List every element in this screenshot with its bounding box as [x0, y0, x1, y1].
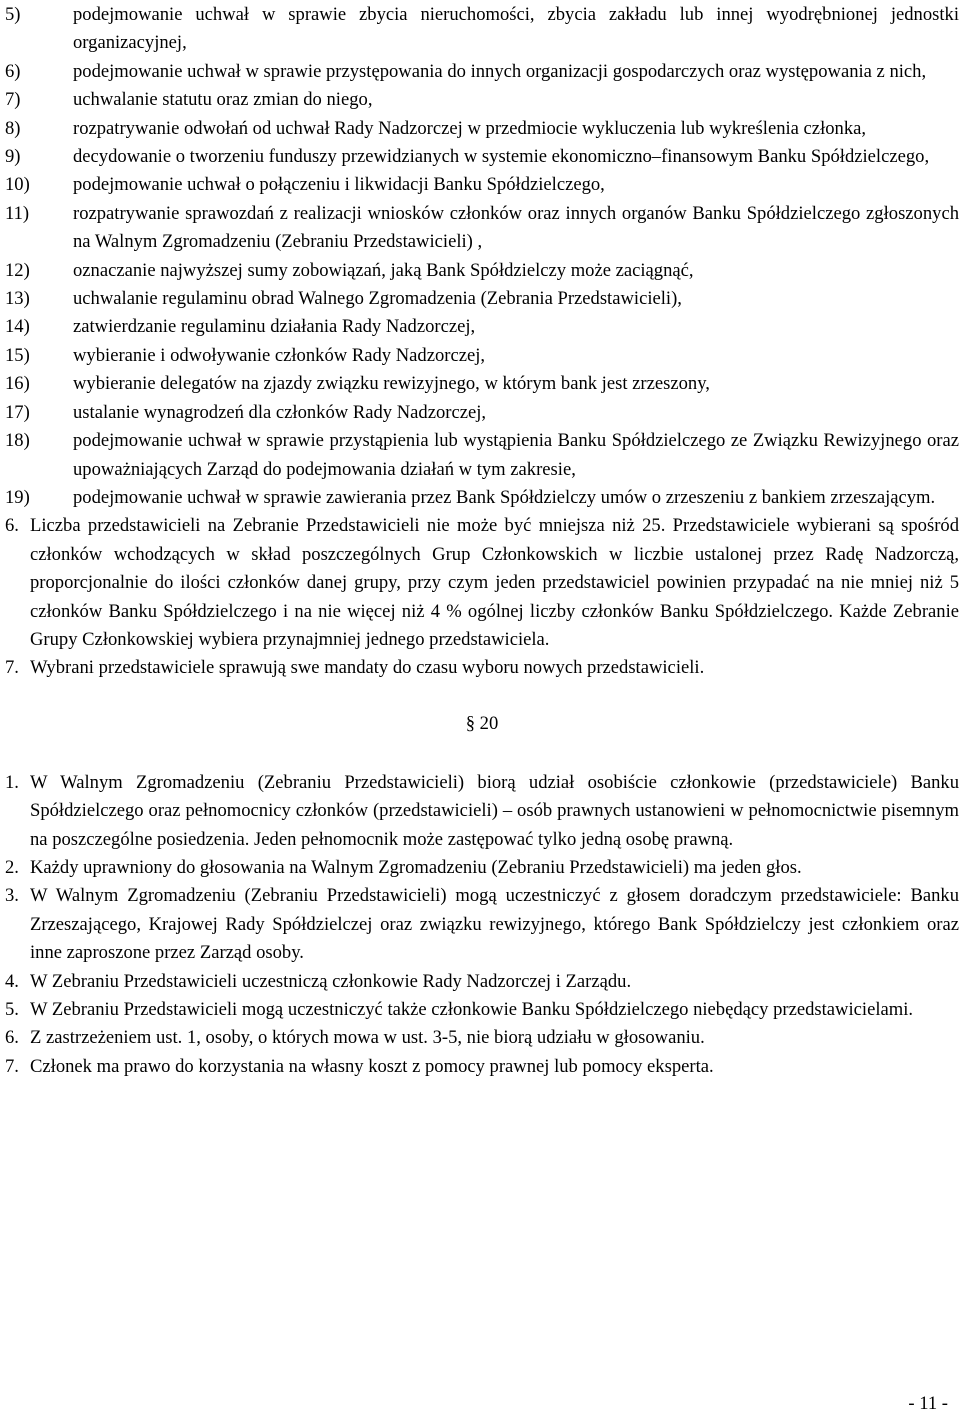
- item-number: 18): [5, 430, 30, 452]
- paragraph: [5, 1024, 959, 1052]
- item-text: podejmowanie uchwał w sprawie przystępowania do innych organizacji gospodarczych oraz występowania z nich,: [73, 60, 927, 82]
- paragraph: [5, 854, 959, 882]
- section-heading: [5, 709, 959, 739]
- paragraph: [5, 654, 959, 682]
- paragraph-text: W Zebraniu Przedstawicieli uczestniczą członkowie Rady Nadzorczej i Zarządu.: [30, 970, 632, 992]
- paragraph-number: 6.: [5, 1027, 19, 1049]
- paragraph: [5, 968, 959, 996]
- paragraph: [5, 996, 959, 1024]
- item-number: 6): [5, 60, 21, 82]
- paragraph-text: Każdy uprawniony do głosowania na Walnym Zgromadzeniu (Zebraniu Przedstawicieli) ma jeden głos.: [30, 856, 802, 878]
- item-text: zatwierdzanie regulaminu działania Rady Nadzorczej,: [73, 316, 476, 338]
- item-text: podejmowanie uchwał o połączeniu i likwidacji Banku Spółdzielczego,: [73, 174, 605, 196]
- list-item: [5, 143, 959, 171]
- item-text: rozpatrywanie odwołań od uchwał Rady Nadzorczej w przedmiocie wykluczenia lub wykreślenia członka,: [73, 117, 867, 139]
- item-number: 19): [5, 486, 30, 508]
- paragraph-text: Liczba przedstawicieli na Zebranie Przedstawicieli nie może być mniejsza niż 25. Przedstawiciele wybierani są spośród członków wchodzących w skład poszczególnych Grup Członkowskich w liczbie ustalonej przez Radę Nadzorczą, proporcjonalnie do ilości członków danej grupy, przy czym jeden przedstawiciel powinien przypadać na nie mniej niż 5 członków Banku Spółdzielczego i na nie więcej niż 4 % ogólnej liczby członków Banku Spółdzielczego. Każde Zebranie Grupy Członkowskiej wybiera przynajmniej jednego przedstawiciela.: [30, 515, 959, 650]
- list-item: [5, 171, 959, 199]
- item-number: 16): [5, 373, 30, 395]
- paragraph: [5, 512, 959, 654]
- paragraph-text: W Walnym Zgromadzeniu (Zebraniu Przedstawicieli) biorą udział osobiście członkowie (przedstawiciele) Banku Spółdzielczego oraz pełnomocnicy członków (przedstawicieli) – osób prawnych ustanowieni w pełnomocnictwie pisemnym na poszczególne posiedzenia. Jeden pełnomocnik może zastępować tylko jedną osobę prawną.: [30, 771, 959, 850]
- item-text: rozpatrywanie sprawozdań z realizacji wniosków członków oraz innych organów Banku Spółdzielczego zgłoszonych na Walnym Zgromadzeniu (Zebraniu Przedstawicieli) ,: [73, 202, 959, 253]
- item-number: 5): [5, 4, 21, 25]
- item-number: 8): [5, 117, 21, 139]
- paragraph-text: Z zastrzeżeniem ust. 1, osoby, o których mowa w ust. 3-5, nie biorą udziału w głosowaniu.: [30, 1027, 705, 1049]
- item-number: 11): [5, 202, 30, 224]
- paragraph-number: 1.: [5, 771, 19, 793]
- item-number: 13): [5, 288, 30, 310]
- item-text: uchwalanie regulaminu obrad Walnego Zgromadzenia (Zebrania Przedstawicieli),: [73, 288, 682, 310]
- list-item: [5, 86, 959, 114]
- paragraph-text: W Zebraniu Przedstawicieli mogą uczestniczyć także członkowie Banku Spółdzielczego niebędący przedstawicielami.: [30, 999, 914, 1020]
- item-text: wybieranie delegatów na zjazdy związku rewizyjnego, w którym bank jest zrzeszony,: [73, 373, 710, 395]
- paragraph: [5, 882, 959, 967]
- document-page: [5, 0, 959, 1081]
- item-number: 15): [5, 344, 30, 366]
- list-item: [5, 427, 959, 484]
- item-text: ustalanie wynagrodzeń dla członków Rady Nadzorczej,: [73, 401, 487, 423]
- item-number: 12): [5, 259, 30, 281]
- paragraph-list-b: [5, 769, 959, 1081]
- list-item: [5, 342, 959, 370]
- paragraph-number: 4.: [5, 970, 19, 992]
- item-number: 10): [5, 174, 30, 196]
- list-item: [5, 399, 959, 427]
- sub-item-list: [5, 1, 959, 512]
- item-number: 9): [5, 146, 21, 168]
- item-text: decydowanie o tworzeniu funduszy przewidzianych w systemie ekonomiczno–finansowym Banku Spółdzielczego,: [73, 146, 930, 168]
- paragraph: [5, 769, 959, 854]
- list-item: [5, 370, 959, 398]
- paragraph-number: 2.: [5, 856, 19, 878]
- list-item: [5, 257, 959, 285]
- item-text: wybieranie i odwoływanie członków Rady Nadzorczej,: [73, 344, 486, 366]
- item-text: podejmowanie uchwał w sprawie przystąpienia lub wystąpienia Banku Spółdzielczego ze Związku Rewizyjnego oraz upoważniających Zarząd do podejmowania działań w tym zakresie,: [73, 430, 959, 480]
- page-number: - 11 -: [908, 1392, 948, 1414]
- paragraph-text: Wybrani przedstawiciele sprawują swe mandaty do czasu wyboru nowych przedstawicieli.: [30, 657, 705, 679]
- section-symbol: §: [465, 712, 476, 734]
- section-number: 20: [479, 712, 499, 734]
- item-number: 7): [5, 89, 21, 111]
- paragraph-number: 7.: [5, 657, 19, 679]
- paragraph-number: 6.: [5, 515, 19, 537]
- list-item: [5, 484, 959, 512]
- list-item: [5, 313, 959, 341]
- list-item: [5, 115, 959, 143]
- item-number: 17): [5, 401, 30, 423]
- item-text: uchwalanie statutu oraz zmian do niego,: [73, 89, 373, 111]
- paragraph-text: Członek ma prawo do korzystania na własny koszt z pomocy prawnej lub pomocy eksperta.: [30, 1055, 714, 1077]
- item-text: podejmowanie uchwał w sprawie zbycia nieruchomości, zbycia zakładu lub innej wyodrębnionej jednostki organizacyjnej,: [73, 4, 959, 54]
- paragraph-number: 5.: [5, 999, 19, 1020]
- list-item: [5, 58, 959, 86]
- paragraph-text: W Walnym Zgromadzeniu (Zebraniu Przedstawicieli) mogą uczestniczyć z głosem doradczym przedstawiciele: Banku Zrzeszającego, Krajowej Rady Spółdzielczej oraz związku rewizyjnego, którego Bank Spółdzielczy jest członkiem oraz inne zaproszone przez Zarząd osoby.: [30, 885, 959, 964]
- paragraph-number: 3.: [5, 885, 19, 907]
- item-number: 14): [5, 316, 30, 338]
- paragraph-list-a: [5, 512, 959, 682]
- list-item: [5, 285, 959, 313]
- paragraph: [5, 1053, 959, 1081]
- paragraph-number: 7.: [5, 1055, 19, 1077]
- list-item: [5, 1, 959, 58]
- list-item: [5, 200, 959, 257]
- item-text: oznaczanie najwyższej sumy zobowiązań, jaką Bank Spółdzielczy może zaciągnąć,: [73, 259, 694, 281]
- item-text: podejmowanie uchwał w sprawie zawierania przez Bank Spółdzielczy umów o zrzeszeniu z bankiem zrzeszającym.: [73, 486, 936, 508]
